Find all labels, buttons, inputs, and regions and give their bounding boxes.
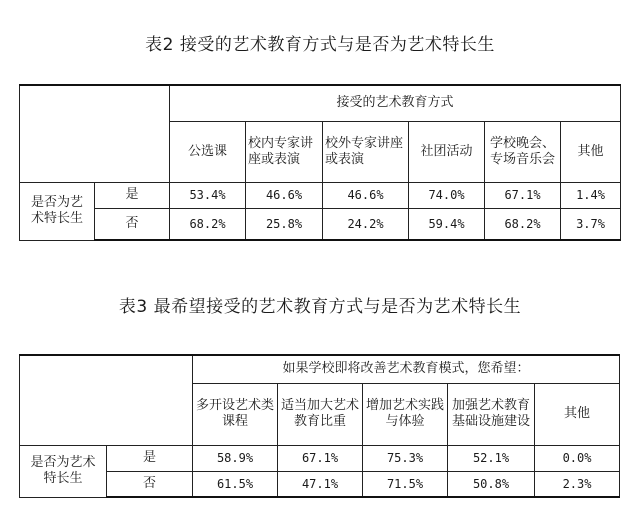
- table2-cell: 67.1%: [485, 182, 561, 208]
- table3-cell: 52.1%: [448, 445, 535, 471]
- table2-cell: 59.4%: [409, 208, 485, 240]
- table2-title: 表2 接受的艺术教育方式与是否为艺术特长生: [145, 35, 495, 55]
- table3-title: 表3 最希望接受的艺术教育方式与是否为艺术特长生: [118, 297, 522, 317]
- table3-row-header-line2: 特长生: [43, 471, 83, 486]
- table3-cell: 71.5%: [363, 471, 448, 497]
- table2-col-header: 社团活动: [409, 121, 485, 182]
- table3-row-label: 是: [107, 445, 193, 471]
- table2-col-header: 校外专家讲座或表演: [323, 121, 409, 182]
- table2-cell: 46.6%: [323, 182, 409, 208]
- table2-row-header-line1: 是否为艺: [30, 195, 83, 210]
- table2-col-header: 校内专家讲座或表演: [246, 121, 323, 182]
- table2-cell: 3.7%: [561, 208, 621, 240]
- table3-col-header: 加强艺术教育基础设施建设: [448, 383, 535, 445]
- table3-cell: 75.3%: [363, 445, 448, 471]
- table2-row-header-line2: 术特长生: [30, 211, 83, 226]
- table2-cell: 74.0%: [409, 182, 485, 208]
- table3-row-label: 否: [107, 471, 193, 497]
- table3-corner: [20, 355, 193, 445]
- table2-row-header: [20, 182, 95, 240]
- table2-cell: 46.6%: [246, 182, 323, 208]
- table2-col-header: 其他: [561, 121, 621, 182]
- table2-cell: 68.2%: [485, 208, 561, 240]
- table3-col-header: 其他: [535, 383, 620, 445]
- table2-col-header: 公选课: [170, 121, 246, 182]
- table2-group-header: 接受的艺术教育方式: [170, 85, 621, 121]
- table3-cell: 47.1%: [278, 471, 363, 497]
- table2-row-label: 是: [95, 182, 170, 208]
- table2-row-label: 否: [95, 208, 170, 240]
- table3-col-header: 多开设艺术类课程: [193, 383, 278, 445]
- table3-cell: 50.8%: [448, 471, 535, 497]
- table3-cell: 2.3%: [535, 471, 620, 497]
- table2-cell: 53.4%: [170, 182, 246, 208]
- table3-group-header: 如果学校即将改善艺术教育模式，您希望：: [193, 355, 620, 383]
- table2-col-header: 学校晚会、专场音乐会: [485, 121, 561, 182]
- table3-col-header: 增加艺术实践与体验: [363, 383, 448, 445]
- table3-cell: 61.5%: [193, 471, 278, 497]
- table3-col-header: 适当加大艺术教育比重: [278, 383, 363, 445]
- table3-cell: 58.9%: [193, 445, 278, 471]
- table3: [19, 354, 620, 498]
- table3-cell: 0.0%: [535, 445, 620, 471]
- table2-corner: [20, 85, 170, 182]
- table2-cell: 25.8%: [246, 208, 323, 240]
- table2-cell: 68.2%: [170, 208, 246, 240]
- table2-cell: 1.4%: [561, 182, 621, 208]
- table2: [19, 84, 621, 241]
- table3-row-header-line1: 是否为艺术: [30, 455, 96, 470]
- table3-row-header: [20, 445, 107, 497]
- table3-cell: 67.1%: [278, 445, 363, 471]
- table2-cell: 24.2%: [323, 208, 409, 240]
